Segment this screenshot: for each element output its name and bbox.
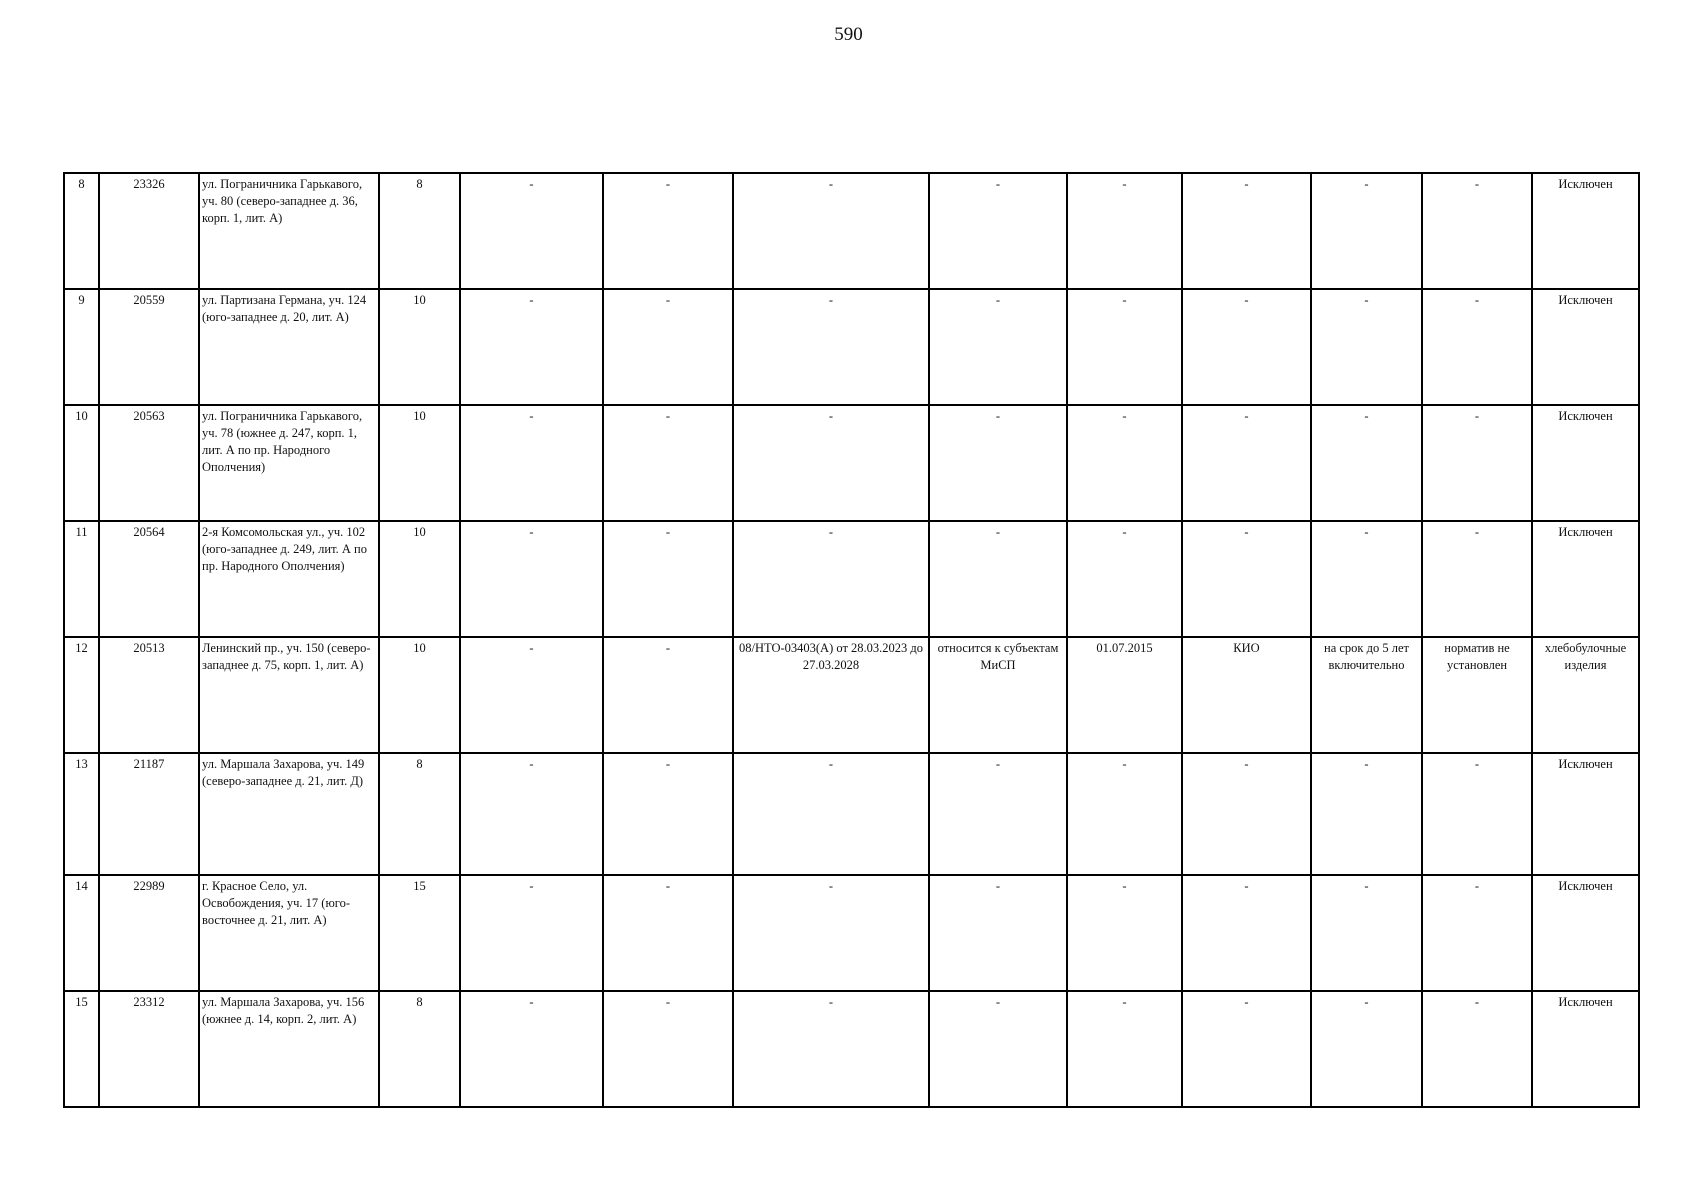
cell-date: - [1067,991,1182,1107]
cell-status: Исключен [1532,753,1639,875]
cell-area: 10 [379,405,460,521]
cell-status: Исключен [1532,405,1639,521]
cell-contract: - [733,521,929,637]
cell-status: Исключен [1532,991,1639,1107]
cell-norm: - [1422,875,1532,991]
cell-norm: - [1422,521,1532,637]
cell-col6: - [603,405,733,521]
cell-contract: - [733,991,929,1107]
cell-col5: - [460,875,603,991]
cell-authority: - [1182,289,1311,405]
cell-col6: - [603,173,733,289]
cell-status: хлебобулочные изделия [1532,637,1639,753]
cell-date: 01.07.2015 [1067,637,1182,753]
cell-date: - [1067,875,1182,991]
cell-contract: 08/НТО-03403(А) от 28.03.2023 до 27.03.2028 [733,637,929,753]
cell-address: Ленинский пр., уч. 150 (северо-западнее д. 75, корп. 1, лит. А) [199,637,379,753]
cell-area: 10 [379,637,460,753]
cell-term: на срок до 5 лет включительно [1311,637,1422,753]
cell-area: 8 [379,991,460,1107]
registry-table [63,172,1640,1108]
cell-norm: - [1422,173,1532,289]
cell-subject-status: - [929,289,1067,405]
cell-term: - [1311,173,1422,289]
cell-subject-status: - [929,173,1067,289]
page-number: 590 [834,24,863,45]
cell-term: - [1311,753,1422,875]
table-row [64,521,1639,637]
cell-subject-status: - [929,405,1067,521]
cell-date: - [1067,173,1182,289]
cell-subject-status: - [929,521,1067,637]
cell-authority: - [1182,173,1311,289]
cell-contract: - [733,405,929,521]
cell-area: 10 [379,521,460,637]
cell-contract: - [733,753,929,875]
cell-authority: - [1182,521,1311,637]
cell-norm: - [1422,991,1532,1107]
cell-col6: - [603,521,733,637]
cell-area: 8 [379,173,460,289]
cell-area: 8 [379,753,460,875]
cell-area: 15 [379,875,460,991]
cell-object-id: 20563 [99,405,199,521]
table-row [64,875,1639,991]
cell-row-number: 13 [64,753,99,875]
table-row [64,405,1639,521]
cell-norm: - [1422,289,1532,405]
cell-row-number: 9 [64,289,99,405]
cell-col5: - [460,991,603,1107]
cell-term: - [1311,405,1422,521]
table-row [64,637,1639,753]
cell-contract: - [733,289,929,405]
cell-row-number: 8 [64,173,99,289]
cell-row-number: 15 [64,991,99,1107]
cell-area: 10 [379,289,460,405]
cell-object-id: 20559 [99,289,199,405]
cell-col6: - [603,753,733,875]
cell-address: ул. Пограничника Гарькавого, уч. 78 (южнее д. 247, корп. 1, лит. А по пр. Народного Ополчения) [199,405,379,521]
cell-object-id: 21187 [99,753,199,875]
cell-term: - [1311,875,1422,991]
cell-object-id: 23312 [99,991,199,1107]
cell-authority: - [1182,875,1311,991]
cell-status: Исключен [1532,875,1639,991]
cell-address: ул. Пограничника Гарькавого, уч. 80 (северо-западнее д. 36, корп. 1, лит. А) [199,173,379,289]
cell-col6: - [603,875,733,991]
cell-contract: - [733,173,929,289]
table-row [64,173,1639,289]
cell-col5: - [460,637,603,753]
cell-subject-status: - [929,875,1067,991]
cell-norm: - [1422,753,1532,875]
cell-subject-status: относится к субъектам МиСП [929,637,1067,753]
cell-norm: - [1422,405,1532,521]
cell-address: ул. Маршала Захарова, уч. 149 (северо-западнее д. 21, лит. Д) [199,753,379,875]
cell-date: - [1067,521,1182,637]
cell-date: - [1067,289,1182,405]
cell-subject-status: - [929,991,1067,1107]
cell-col5: - [460,405,603,521]
cell-date: - [1067,405,1182,521]
cell-row-number: 10 [64,405,99,521]
cell-object-id: 20513 [99,637,199,753]
cell-row-number: 14 [64,875,99,991]
cell-address: 2-я Комсомольская ул., уч. 102 (юго-западнее д. 249, лит. А по пр. Народного Ополчения) [199,521,379,637]
cell-col5: - [460,753,603,875]
cell-address: ул. Маршала Захарова, уч. 156 (южнее д. 14, корп. 2, лит. А) [199,991,379,1107]
cell-col6: - [603,289,733,405]
cell-col5: - [460,521,603,637]
cell-authority: - [1182,405,1311,521]
cell-status: Исключен [1532,289,1639,405]
cell-object-id: 23326 [99,173,199,289]
cell-row-number: 12 [64,637,99,753]
cell-col6: - [603,637,733,753]
cell-col6: - [603,991,733,1107]
cell-col5: - [460,289,603,405]
cell-status: Исключен [1532,521,1639,637]
table-row [64,289,1639,405]
cell-term: - [1311,289,1422,405]
cell-authority: - [1182,991,1311,1107]
cell-date: - [1067,753,1182,875]
cell-address: г. Красное Село, ул. Освобождения, уч. 17 (юго-восточнее д. 21, лит. А) [199,875,379,991]
cell-term: - [1311,991,1422,1107]
cell-authority: КИО [1182,637,1311,753]
cell-term: - [1311,521,1422,637]
cell-object-id: 22989 [99,875,199,991]
cell-contract: - [733,875,929,991]
cell-col5: - [460,173,603,289]
cell-address: ул. Партизана Германа, уч. 124 (юго-западнее д. 20, лит. А) [199,289,379,405]
cell-authority: - [1182,753,1311,875]
table-row [64,991,1639,1107]
cell-norm: норматив не установлен [1422,637,1532,753]
cell-object-id: 20564 [99,521,199,637]
table-row [64,753,1639,875]
cell-row-number: 11 [64,521,99,637]
cell-status: Исключен [1532,173,1639,289]
cell-subject-status: - [929,753,1067,875]
